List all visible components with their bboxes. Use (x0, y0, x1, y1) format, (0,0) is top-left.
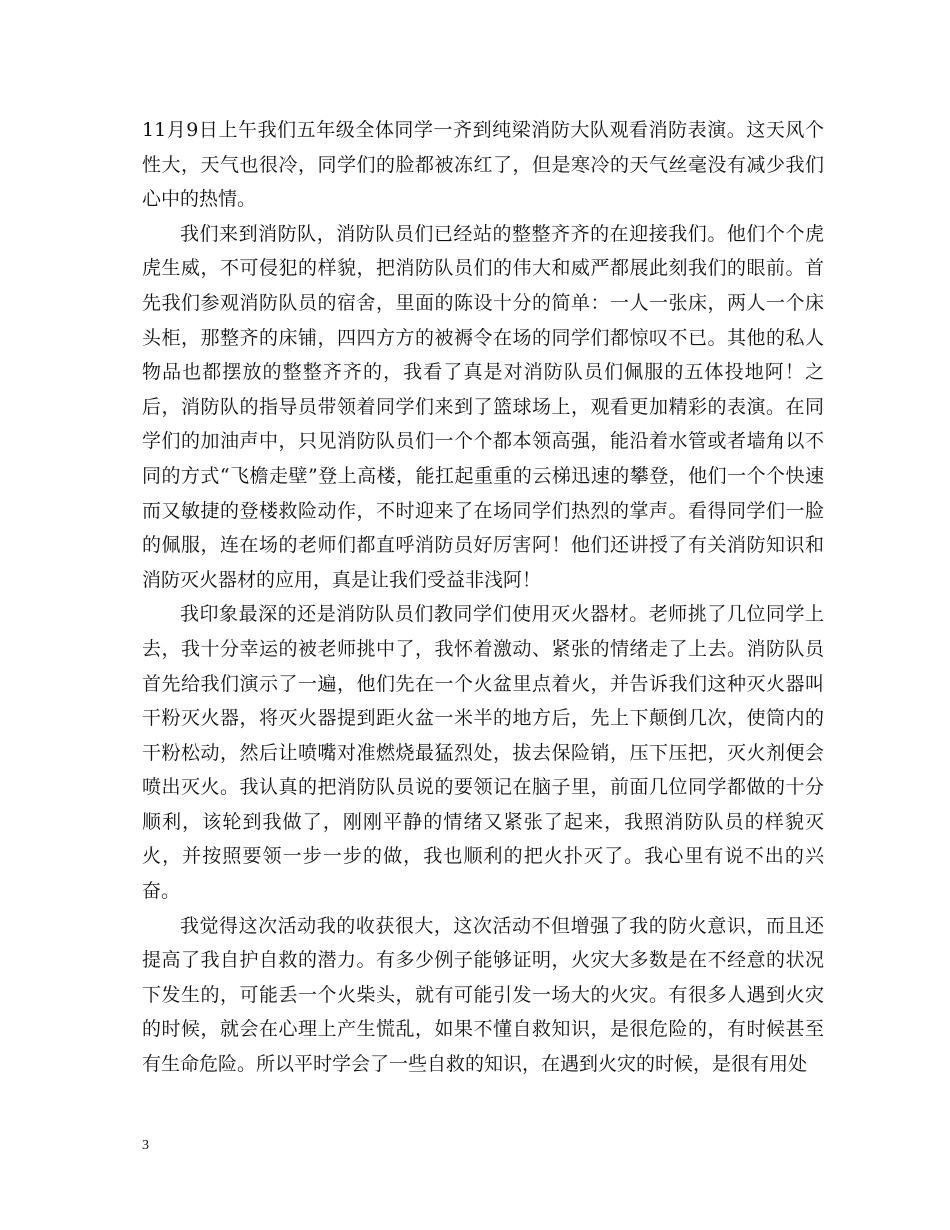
page-number: 3 (142, 1138, 149, 1153)
paragraph-3: 我印象最深的还是消防队员们教同学们使用灭火器材。老师挑了几位同学上去，我十分幸运的被老师挑中了，我怀着激动、紧张的情绪走了上去。消防队员首先给我们演示了一遍，他们先在一个火盆里点着火，并告诉我们这种灭火器叫干粉灭火器，将灭火器提到距火盆一米半的地方后，先上下颠倒几次，使筒内的干粉松动，然后让喷嘴对准燃烧最猛烈处，拔去保险销，压下压把，灭火剂便会喷出灭火。我认真的把消防队员说的要领记在脑子里，前面几位同学都做的十分顺利，该轮到我做了，刚刚平静的情绪又紧张了起来，我照消防队员的样貌灭火，并按照要领一步一步的做，我也顺利的把火扑灭了。我心里有说不出的兴奋。 (142, 603, 824, 903)
document-body (142, 113, 824, 1082)
paragraph-2: 我们来到消防队，消防队员们已经站的整整齐齐的在迎接我们。他们个个虎虎生威，不可侵犯的样貌，把消防队员们的伟大和威严都展此刻我们的眼前。首先我们参观消防队员的宿舍，里面的陈设十分的简单：一人一张床，两人一个床头柜，那整齐的床铺，四四方方的被褥令在场的同学们都惊叹不已。其他的私人物品也都摆放的整整齐齐的，我看了真是对消防队员们佩服的五体投地阿！之后，消防队的指导员带领着同学们来到了篮球场上，观看更加精彩的表演。在同学们的加油声中，只见消防队员们一个个都本领高强，能沿着水管或者墙角以不同的方式“飞檐走壁”登上高楼，能扛起重重的云梯迅速的攀登，他们一个个快速而又敏捷的登楼救险动作，不时迎来了在场同学们热烈的掌声。看得同学们一脸的佩服，连在场的老师们都直呼消防员好厉害阿！他们还讲授了有关消防知识和消防灭火器材的应用，真是让我们受益非浅阿！ (142, 222, 824, 591)
paragraph-1: 11月9日上午我们五年级全体同学一齐到纯梁消防大队观看消防表演。这天风个性大，天气也很冷，同学们的脸都被冻红了，但是寒冷的天气丝毫没有减少我们心中的热情。 (142, 119, 824, 211)
paragraph-4: 我觉得这次活动我的收获很大，这次活动不但增强了我的防火意识，而且还提高了我自护自救的潜力。有多少例子能够证明，火灾大多数是在不经意的状况下发生的，可能丢一个火柴头，就有可能引发一场大的火灾。有很多人遇到火灾的时候，就会在心理上产生慌乱，如果不懂自救知识，是很危险的，有时候甚至有生命危险。所以平时学会了一些自救的知识，在遇到火灾的时候，是很有用处 (142, 914, 824, 1076)
